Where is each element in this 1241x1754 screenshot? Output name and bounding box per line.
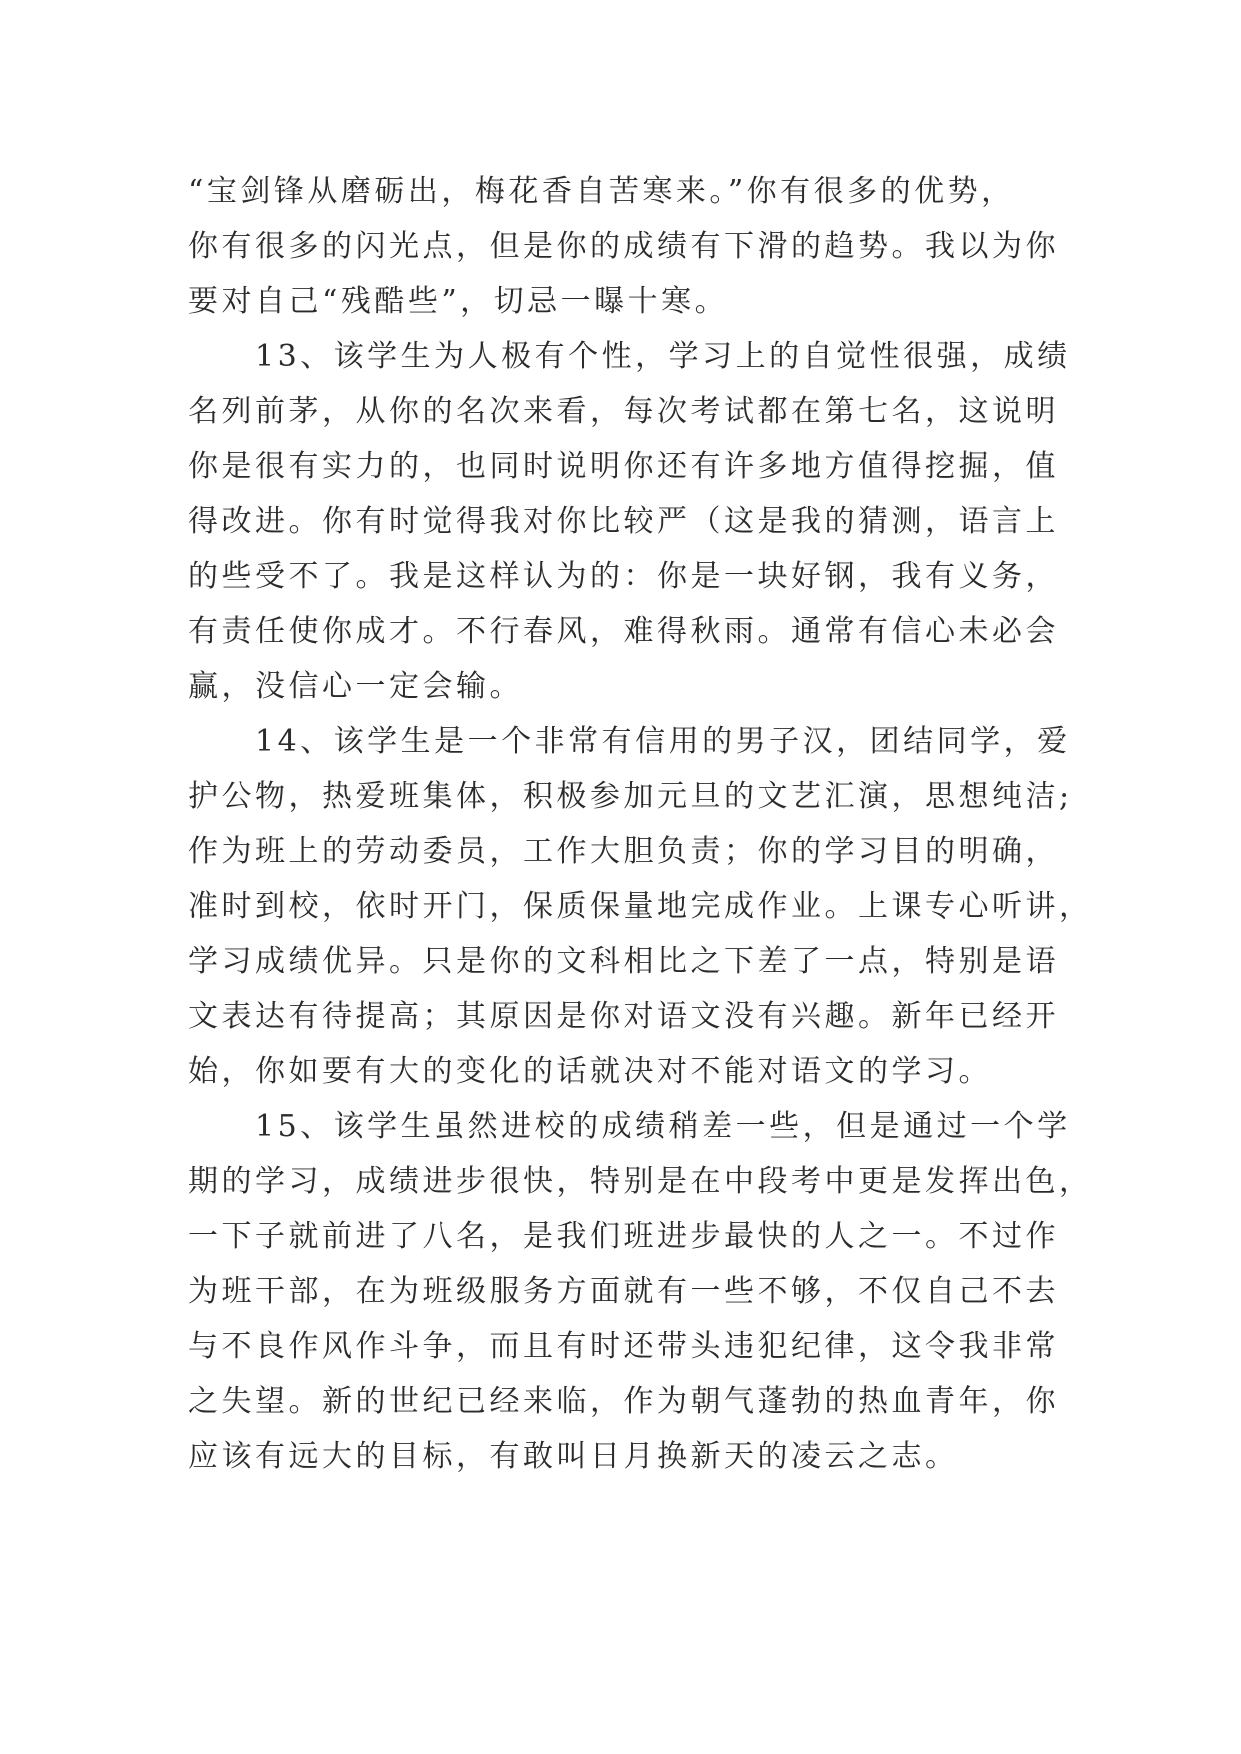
text-line: 名列前茅，从你的名次来看，每次考试都在第七名，这说明 [188, 394, 1059, 429]
text-line: 的些受不了。我是这样认为的：你是一块好钢，我有义务， [188, 559, 1059, 594]
document-body [188, 164, 1093, 1484]
text-line: 要对自己“残酷些”，切忌一曝十寒。 [188, 284, 729, 319]
text-line: 为班干部，在为班级服务方面就有一些不够，不仅自己不去 [188, 1274, 1059, 1309]
text-line: 一下子就前进了八名，是我们班进步最快的人之一。不过作 [188, 1219, 1059, 1254]
text-line: 始，你如要有大的变化的话就决对不能对语文的学习。 [188, 1054, 992, 1089]
text-line: 学习成绩优异。只是你的文科相比之下差了一点，特别是语 [188, 944, 1059, 979]
text-line: 有责任使你成才。不行春风，难得秋雨。通常有信心未必会 [188, 614, 1059, 649]
text-line: 得改进。你有时觉得我对你比较严（这是我的猜测，语言上 [188, 504, 1059, 539]
text-line: “宝剑锋从磨砺出，梅花香自苦寒来。”你有很多的优势， [188, 174, 1015, 209]
text-line: 之失望。新的世纪已经来临，作为朝气蓬勃的热血青年，你 [188, 1384, 1059, 1419]
text-line: 13、该学生为人极有个性，学习上的自觉性很强，成绩 [188, 339, 1071, 374]
text-line: 文表达有待提高；其原因是你对语文没有兴趣。新年已经开 [188, 999, 1059, 1034]
text-line: 赢，没信心一定会输。 [188, 669, 523, 704]
text-line: 你有很多的闪光点，但是你的成绩有下滑的趋势。我以为你 [188, 229, 1059, 264]
text-line: 你是很有实力的，也同时说明你还有许多地方值得挖掘，值 [188, 449, 1059, 484]
text-line: 15、该学生虽然进校的成绩稍差一些，但是通过一个学 [188, 1109, 1071, 1144]
text-line: 护公物，热爱班集体，积极参加元旦的文艺汇演，思想纯洁; [188, 779, 1073, 814]
text-line: 与不良作风作斗争，而且有时还带头违犯纪律，这令我非常 [188, 1329, 1059, 1364]
text-line: 期的学习，成绩进步很快，特别是在中段考中更是发挥出色， [188, 1164, 1093, 1199]
text-line: 14、该学生是一个非常有信用的男子汉，团结同学，爱 [188, 724, 1071, 759]
text-line: 作为班上的劳动委员，工作大胆负责；你的学习目的明确， [188, 834, 1059, 869]
text-line: 应该有远大的目标，有敢叫日月换新天的凌云之志。 [188, 1439, 959, 1474]
text-line: 准时到校，依时开门，保质保量地完成作业。上课专心听讲， [188, 889, 1093, 924]
